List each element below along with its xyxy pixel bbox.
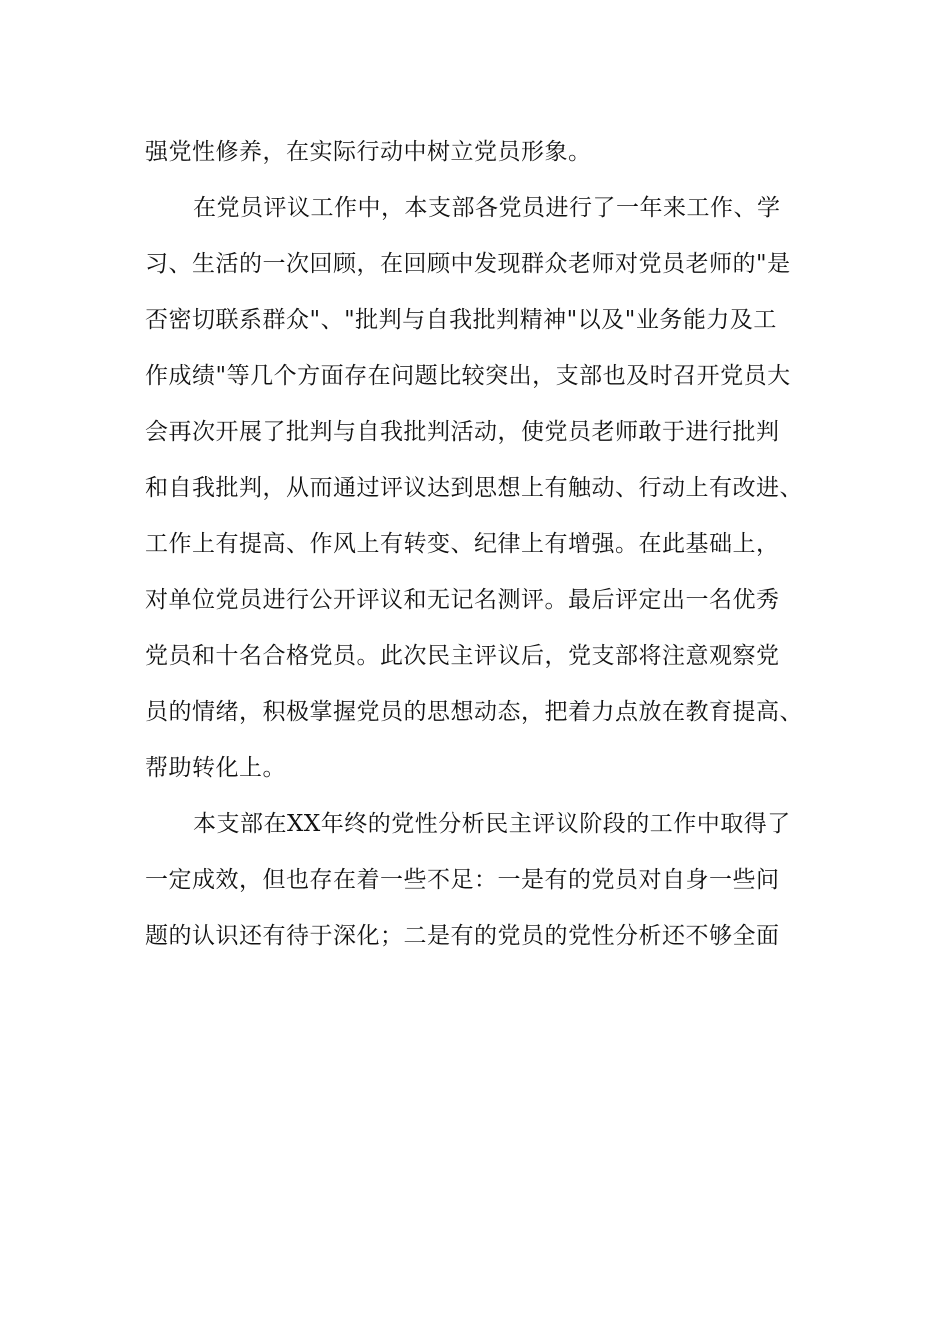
text-line: 员的情绪，积极掌握党员的思想动态，把着力点放在教育提高、 <box>145 699 803 725</box>
body-text <box>145 132 815 972</box>
text-line: 否密切联系群众"、"批判与自我批判精神"以及"业务能力及工 <box>145 307 777 333</box>
text-line: 一定成效，但也存在着一些不足：一是有的党员对自身一些问 <box>145 867 780 893</box>
text-line: 和自我批判，从而通过评议达到思想上有触动、行动上有改进、 <box>145 475 803 501</box>
text-line: 工作上有提高、作风上有转变、纪律上有增强。在此基础上， <box>145 531 780 557</box>
text-line: 强党性修养，在实际行动中树立党员形象。 <box>145 139 592 165</box>
text-line: 作成绩"等几个方面存在问题比较突出，支部也及时召开党员大 <box>145 363 791 389</box>
text-line: 习、生活的一次回顾，在回顾中发现群众老师对党员老师的"是 <box>145 251 791 277</box>
text-line: 党员和十名合格党员。此次民主评议后，党支部将注意观察党 <box>145 643 780 669</box>
text-line: 题的认识还有待于深化；二是有的党员的党性分析还不够全面 <box>145 923 780 949</box>
paragraph-first-line: 在党员评议工作中，本支部各党员进行了一年来工作、学 <box>193 195 781 221</box>
text-line: 帮助转化上。 <box>145 755 286 781</box>
paragraph-first-line: 本支部在XX年终的党性分析民主评议阶段的工作中取得了 <box>193 811 791 837</box>
text-line: 对单位党员进行公开评议和无记名测评。最后评定出一名优秀 <box>145 587 780 613</box>
text-line: 会再次开展了批判与自我批判活动，使党员老师敢于进行批判 <box>145 419 780 445</box>
